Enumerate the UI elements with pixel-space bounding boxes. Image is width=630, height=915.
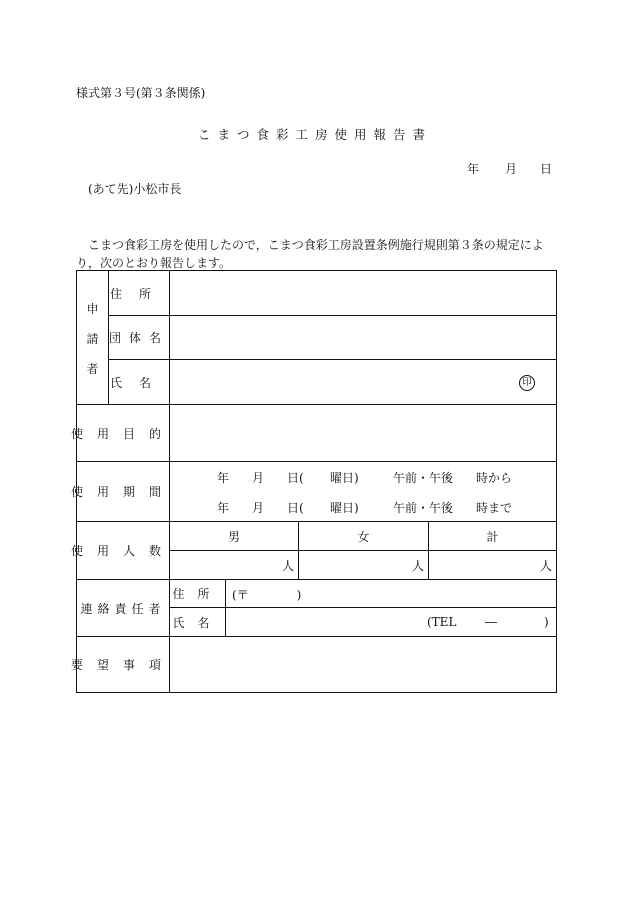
period-end-day: 日( xyxy=(287,501,304,515)
date-day-label: 日 xyxy=(540,162,553,176)
date-year-label: 年 xyxy=(467,162,480,176)
contact-postal-field[interactable]: (〒 ) xyxy=(232,588,302,602)
period-end-month: 月 xyxy=(252,501,265,515)
count-label: 使用人数 xyxy=(71,544,176,558)
contact-label: 連絡責任者 xyxy=(80,601,166,616)
group-name-label: 団体名 xyxy=(109,331,170,345)
applicant-address-label: 住所 xyxy=(109,286,168,301)
tel-dash: ― xyxy=(485,615,497,629)
period-start-day: 日( xyxy=(287,471,304,485)
date-month-label: 月 xyxy=(505,162,518,176)
contact-name-label: 氏名 xyxy=(172,615,223,630)
period-start-month: 月 xyxy=(252,471,265,485)
period-end-time: 時まで xyxy=(476,501,513,515)
count-male-unit: 人 xyxy=(282,559,295,573)
period-end-year: 年 xyxy=(217,501,230,515)
tel-open: (TEL xyxy=(427,615,457,629)
document-title: こまつ食彩工房使用報告書 xyxy=(197,127,432,142)
addressee: (あて先)小松市長 xyxy=(88,182,182,196)
form-number: 様式第３号(第３条関係) xyxy=(76,86,206,100)
count-total-unit: 人 xyxy=(540,559,553,573)
count-male-header: 男 xyxy=(227,529,240,544)
applicant-name-field[interactable] xyxy=(170,360,510,404)
applicant-address-field[interactable] xyxy=(170,271,556,315)
period-label: 使用期間 xyxy=(71,485,176,499)
applicant-char-2: 請 xyxy=(86,331,99,346)
count-female-unit: 人 xyxy=(412,559,425,573)
period-start-weekday: 曜日) xyxy=(330,471,359,485)
period-start-time: 時から xyxy=(476,471,513,485)
applicant-char-3: 者 xyxy=(86,361,99,376)
period-end-ampm: 午前・午後 xyxy=(393,501,454,515)
tel-close: ) xyxy=(544,615,549,629)
period-end-weekday: 曜日) xyxy=(330,501,359,515)
count-female-header: 女 xyxy=(357,529,370,544)
requests-label: 要望事項 xyxy=(71,658,176,672)
applicant-char-1: 申 xyxy=(86,301,99,316)
count-total-header: 計 xyxy=(486,529,499,544)
contact-address-label: 住所 xyxy=(172,587,223,601)
group-name-field[interactable] xyxy=(170,316,556,359)
seal-mark: 印 xyxy=(519,375,535,391)
period-start-year: 年 xyxy=(217,471,230,485)
applicant-name-label: 氏名 xyxy=(109,375,168,390)
report-statement: こまつ食彩工房を使用したので，こまつ食彩工房設置条例施行規則第３条の規定により，次のとおり報告します。 xyxy=(76,238,544,270)
purpose-label: 使用目的 xyxy=(71,426,176,441)
requests-field[interactable] xyxy=(170,637,556,692)
period-start-ampm: 午前・午後 xyxy=(393,471,454,485)
purpose-field[interactable] xyxy=(170,405,556,461)
